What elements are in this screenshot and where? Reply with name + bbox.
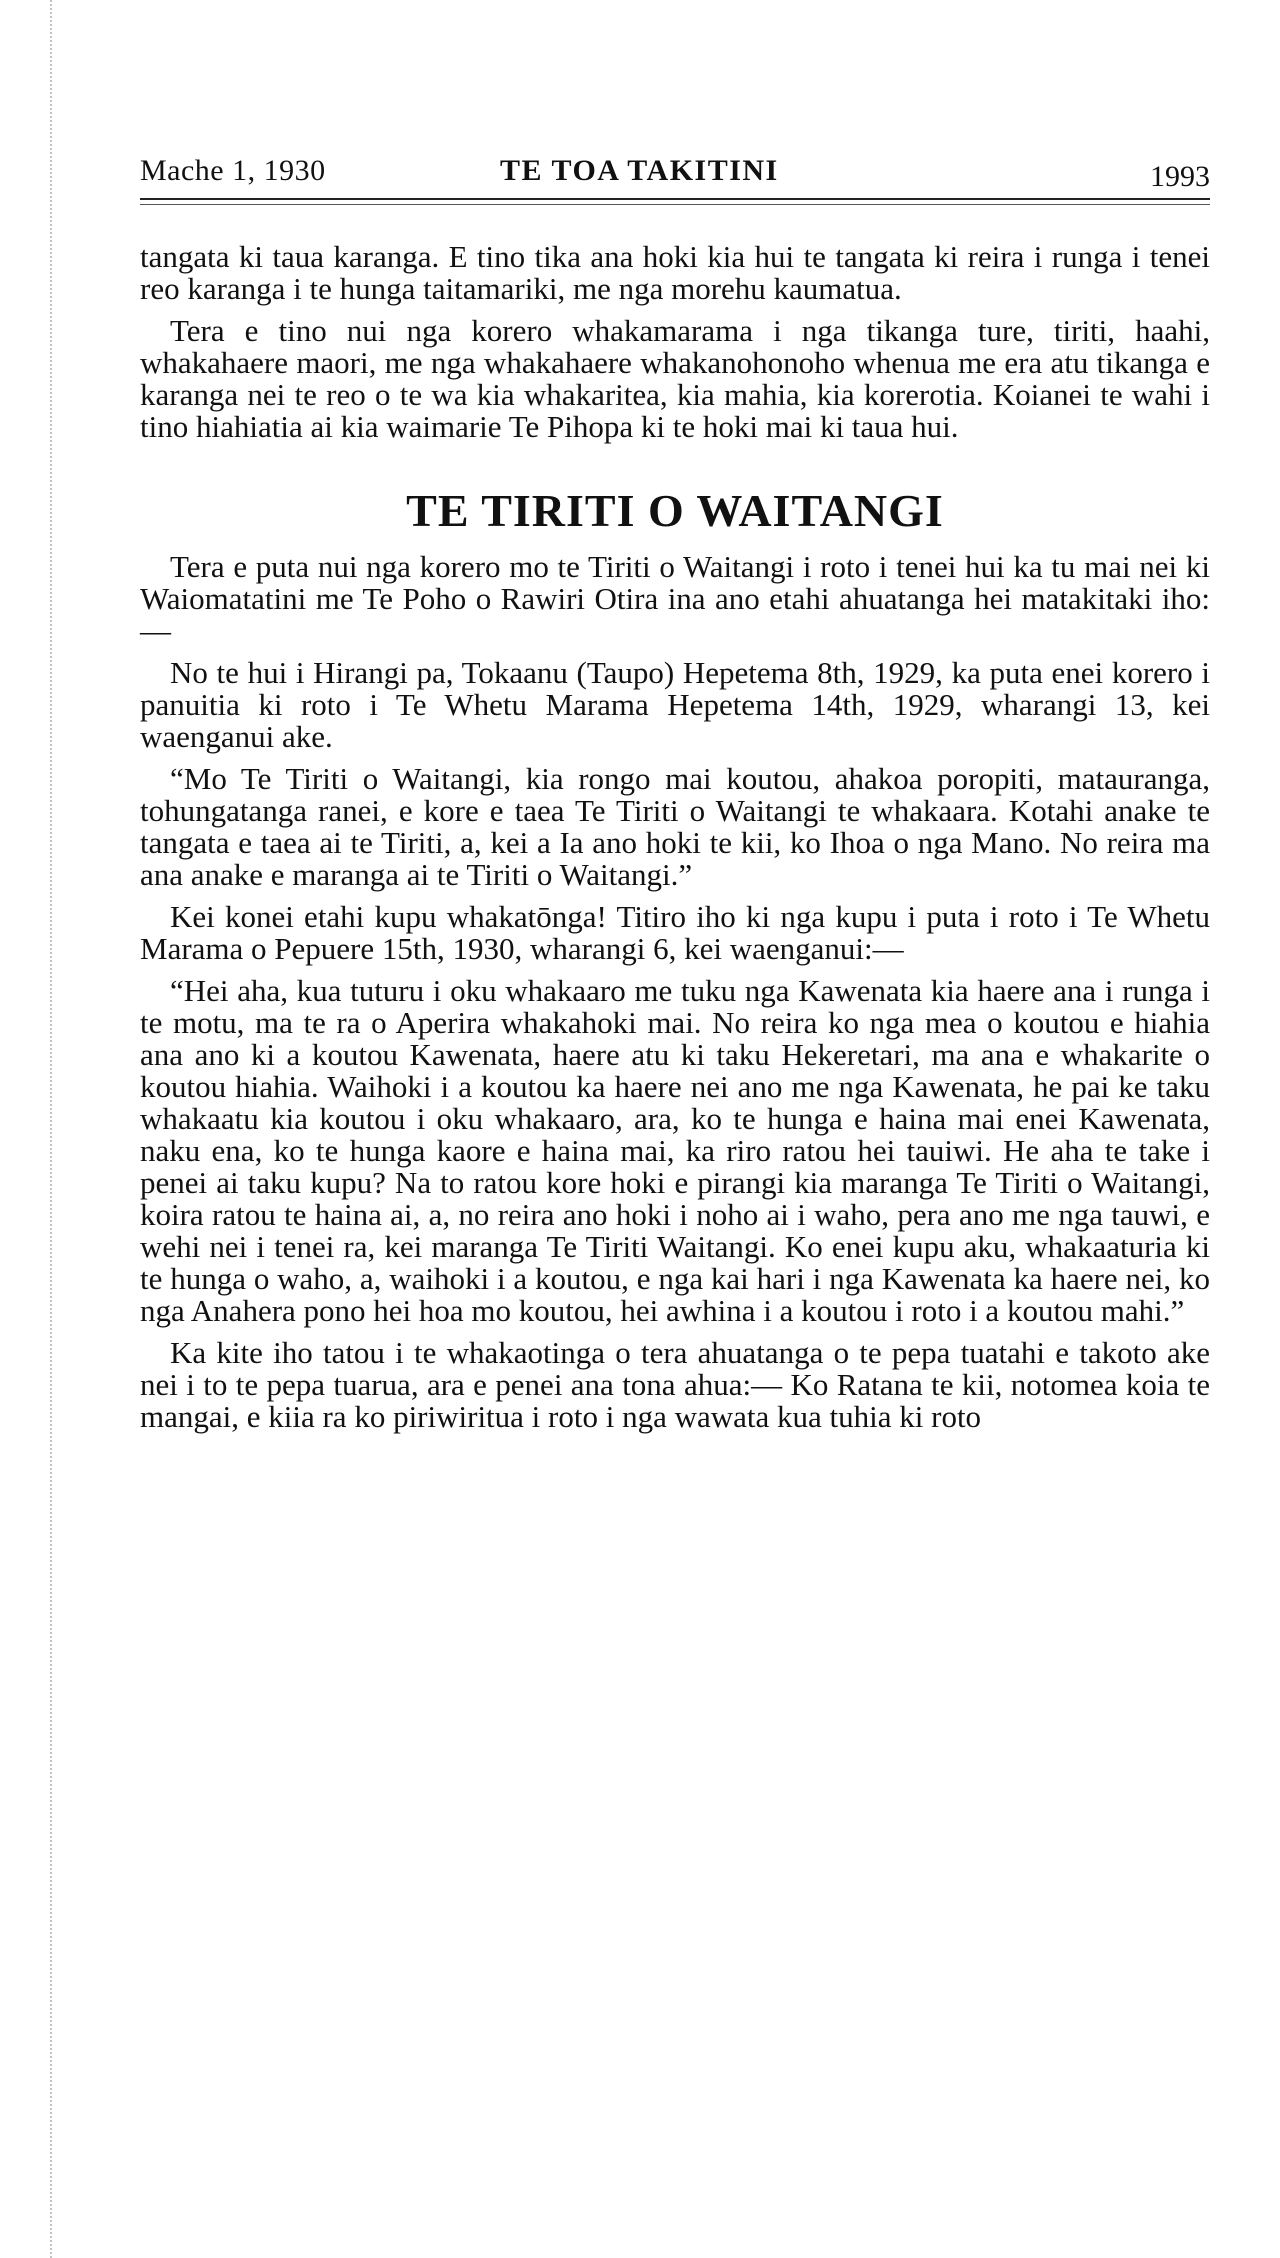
body-paragraph: Tera e tino nui nga korero whakamarama i nga tikanga ture, tiriti, haahi, whakahaere maori, me nga whakahaere whakanohonoho whenua me era atu tikanga e karanga nei te reo o te wa kia whakaritea, kia mahia, kia korerotia. Koianei te wahi i tino hiahiatia ai kia waimarie Te Pihopa ki te hoki mai ki taua hui. [140, 313, 1210, 444]
issue-date: Mache 1, 1930 [140, 154, 326, 187]
document-page [140, 150, 1210, 1443]
quoted-paragraph: “Mo Te Tiriti o Waitangi, kia rongo mai koutou, ahakoa poropiti, matauranga, tohungatanga ranei, e kore e taea Te Tiriti o Waitangi te whakaara. Kotahi anake te tangata e taea ai te Tiriti, a, kei a Ia ano hoki te kii, ko Ihoa o nga Mano. No reira ma ana anake e maranga ai te Tiriti o Waitangi.” [140, 761, 1210, 892]
body-paragraph: Kei konei etahi kupu whakatōnga! Titiro iho ki nga kupu i puta i roto i Te Whetu Marama o Pepuere 15th, 1930, wharangi 6, kei waenganui:— [140, 899, 1210, 966]
body-paragraph: No te hui i Hirangi pa, Tokaanu (Taupo) Hepetema 8th, 1929, ka puta enei korero i panuitia ki roto i Te Whetu Marama Hepetema 14th, 1929, wharangi 13, kei waenganui ake. [140, 655, 1210, 754]
header-rule-secondary [140, 204, 1210, 205]
page-edge-perforation [50, 0, 56, 2258]
body-paragraph: tangata ki taua karanga. E tino tika ana hoki kia hui te tangata ki reira i runga i tenei reo karanga i te hunga taitamariki, me nga morehu kaumatua. [140, 239, 1210, 306]
article-body [140, 241, 1210, 1433]
body-paragraph: Tera e puta nui nga korero mo te Tiriti o Waitangi i roto i tenei hui ka tu mai nei ki Waiomatatini me Te Poho o Rawiri Otira ina ano etahi ahuatanga hei matakitaki iho:— [140, 549, 1210, 648]
publication-title: TE TOA TAKITINI [500, 154, 779, 187]
header-rule [140, 198, 1210, 200]
section-heading: TE TIRITI O WAITANGI [406, 485, 944, 536]
running-header [140, 150, 1210, 196]
quoted-paragraph: “Hei aha, kua tuturu i oku whakaaro me tuku nga Kawenata kia haere ana i runga i te motu, ma te ra o Aperira whakahoki mai. No reira ko nga mea o koutou e hiahia ana ano ki a koutou Kawenata, haere atu ki taku Hekeretari, ma ana e whakarite o koutou hiahia. Waihoki i a koutou ka haere nei ano me nga Kawenata, he pai ke taku whakaatu kia koutou i oku whakaaro, ara, ko te hunga e haina mai enei Kawenata, naku ena, ko te hunga kaore e haina mai, ka riro ratou hei tauiwi. He aha te take i penei ai taku kupu? Na to ratou kore hoki e pirangi kia maranga Te Tiriti o Waitangi, koira ratou te haina ai, a, no reira ano hoki i noho ai i waho, pera ano me nga tauwi, e wehi nei i tenei ra, kei maranga Te Tiriti Waitangi. Ko enei kupu aku, whakaaturia ki te hunga o waho, a, waihoki i a koutou, e nga kai hari i nga Kawenata ka haere nei, ko nga Anahera pono hei hoa mo koutou, hei awhina i a koutou i roto i a koutou mahi.” [140, 973, 1210, 1328]
page-number: 1993 [1150, 160, 1210, 193]
body-paragraph: Ka kite iho tatou i te whakaotinga o tera ahuatanga o te pepa tuatahi e takoto ake nei i to te pepa tuarua, ara e penei ana tona ahua:— Ko Ratana te kii, notomea koia te mangai, e kiia ra ko piriwiritua i roto i nga wawata kua tuhia ki roto [140, 1335, 1210, 1434]
